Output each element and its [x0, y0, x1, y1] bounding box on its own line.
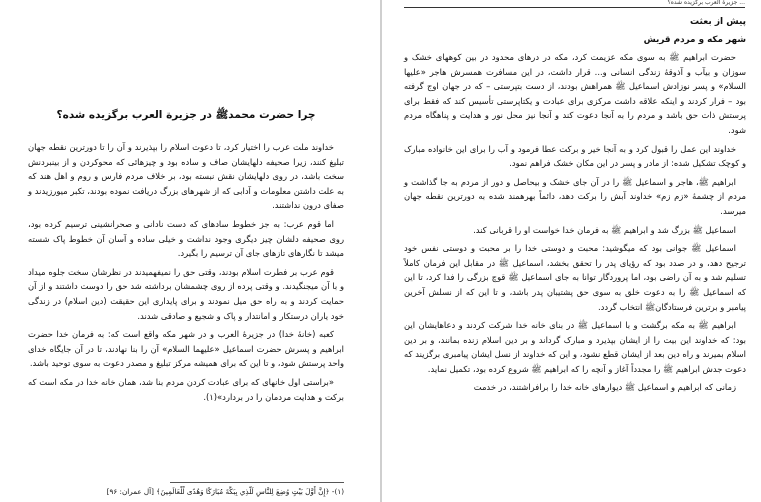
right-page-body [404, 14, 746, 399]
paragraph: ابراهیم ﷺ، هاجر و اسماعیل ﷺ را در آن جای خشک و بیحاصل و دور از مردم به جا گذاشت و مردم از چشمهٔ «زم زم» خداوند آبش را برکت دهد، دائماً بهرهمند شده به دورترین نقطه جهان میرسد. [404, 176, 746, 216]
section-heading: پیش از بعثت [690, 17, 746, 27]
paragraph: قوم عرب بر فطرت اسلام بودند، وقتی حق را نمیفهمیدند در نظرشان سخت جلوه میداد و با آن میجنگیدند. و وقتی پرده از روی چشمشان برداشته شد حق را دوست داشتند و از آن حمایت کردند و به راه حق میل نمودند و برای پایداری این حقیقت (دین اسلام) در زندگی خود یاران درستکار و امانتدار و پاک و شجیع و صادقی شدند. [28, 266, 344, 321]
footnote: (۱)- ﴿إِنَّ أَوَّلَ بَيْتٍ وُضِعَ لِلنَّاسِ لَلَّذِي بِبَكَّةَ مُبَارَكًا وَهُدًى لِّلْعَالَمِينَ﴾ [آل عمران: ۹۶] [106, 487, 344, 496]
paragraph: اما قوم عرب: به جز خطوط سادهای که دست نادانی و صحرانشینی ترسیم کرده بود، روی صحیفه دلشان چیز دیگری وجود نداشت و خیلی ساده و آسان آن خطوط پاک شسته میشد تا نگارهای تازهای جای آن ترسیم را بگیرد. [28, 218, 344, 259]
paragraph: ابراهیم ﷺ به مکه برگشت و با اسماعیل ﷺ در بنای خانه خدا شرکت کردند و دعاهایشان این بود: که خداوند این بیت را از ایشان بپذیرد و مبارک گرداند و بر دین اسلام زنده بمانند، و بر دین اسلام بمیرند و راه دین بعد از ایشان قطع نشود، و این که خداوند از نسل ایشان پیامبری برگزیند که دعوت جدش ابراهیم ﷺ را مجدداً آغاز و آنچه را که ابراهیم ﷺ شروع کرده بود، تکمیل نماید. [404, 320, 746, 374]
paragraph: خداوند این عمل را قبول کرد و به آنجا خیر و برکت عطا فرمود و آب را برای این خانواده مبارک و کوچک تشکیل شده: از مادر و پسر در این مکان خشک فراهم نمود. [404, 143, 746, 169]
paragraph: حضرت ابراهیم ﷺ به سوی مکه عزیمت کرد، مکه در درهای محدود در بین کوههای خشک و سوزان و بیآب و آذوقهٔ زندگی انسانی و... قرار داشت، در این مسافرت همسرش هاجر «علیها السلام» و پسر نوزادش اسماعیل ﷺ همراهش بودند، از دست بتپرستی – که در جهان اوج گرفته بود – فرار کردند و اینکه علاقه داشت مرکزی برای عبادت و یکتاپرستی تأسیس کند که فقط برای پرستش ذات حق باشد و مردم را به آنجا دعوت کند و آنجا نیز محل نور و هدایت و پناهگاه مردم شود. [404, 52, 746, 135]
paragraph: کعبه (خانهٔ خدا) در جزیرهٔ العرب و در شهر مکه واقع است که: به فرمان خدا حضرت ابراهیم و پسرش حضرت اسماعیل «علیهما السلام» آن را بنا نهادند، تا در آن جایگاه خدای واحد پرستش شود، و تا این که برای همیشه مرکز تبلیغ و مصدر دعوت به سوی توحید باشد. [28, 329, 344, 369]
footnote-divider [170, 482, 344, 483]
paragraph: اسماعیل ﷺ جوانی بود که میگوشید: محبت و دوستی خدا را بر محبت و دوستی نفس خود ترجیح دهد، و در صدد بود که رؤیای پدر را تحقق بخشد، اسماعیل ﷺ در مقابل این فرمان کاملاً تسلیم شد و به آن راضی بود، اما پروردگار توانا به جای اسماعیل ﷺ قوچ بزرگی را فدا کرد، تا این که اسماعیل ﷺ را به دعوت خلق به سوی حق پشتیبان پدر باشد، و تا این که از نسلش آخرین پیامبر و برترین فرستادگانﷺ انتخاب گردد. [404, 243, 746, 312]
paragraph: اسماعیل ﷺ بزرگ شد و ابراهیم ﷺ به فرمان خدا خواست او را قربانی کند. [473, 224, 736, 235]
paragraph: زمانی که ابراهیم و اسماعیل ﷺ دیوارهای خانه خدا را برافراشتند، در خدمت [473, 382, 736, 393]
right-page [382, 0, 761, 502]
chapter-title: چرا حضرت محمدﷺ در جزیرة العرب برگزیده شده؟ [56, 109, 316, 121]
sub-heading: شهر مکه و مردم قریش [643, 35, 746, 45]
paragraph: «براستی اول خانهای که برای عبادت کردن مردم بنا شد، همان خانه خدا در مکه است که برکت و هدایت مردمان را در بردارد»(۱). [28, 376, 344, 402]
paragraph: خداوند ملت عرب را اختیار کرد، تا دعوت اسلام را بپذیرند و آن را تا دورترین نقطه جهان تبلیغ کنند، زیرا صحیفه دلهایشان صاف و ساده بود و چیزهائی که محوکردن و از بینبردنش سخت باشد، در روی دلهایشان نقش نبسته بود، بر خلاف مردم فارس و روم و اهل هند که به علت داشتن معلومات و آدابی که از شهرهای بزرگ دریافت نموده بودند، تکبر میورزیدند و صفای درون نداشتند. [28, 142, 344, 211]
running-header: ... جزیرة العرب برگزیده شده؟ [404, 0, 745, 8]
left-page-body [28, 108, 344, 408]
left-page [0, 0, 380, 502]
